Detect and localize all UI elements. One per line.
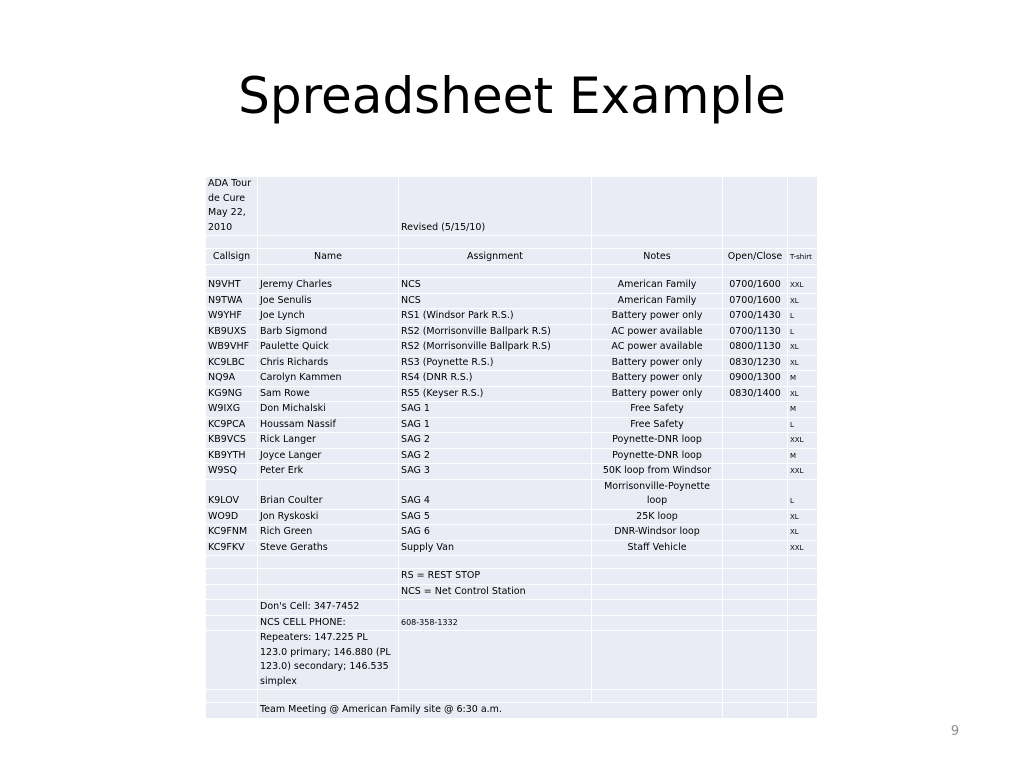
- notes-cell: Battery power only: [592, 371, 723, 387]
- callsign-cell: WO9D: [206, 509, 258, 525]
- table-row: [206, 433, 818, 449]
- spreadsheet-table: [205, 176, 818, 719]
- tshirt-cell: L: [788, 324, 818, 340]
- column-header-assignment: Assignment: [399, 249, 592, 265]
- tshirt-cell: XL: [788, 355, 818, 371]
- table-row: [206, 340, 818, 356]
- tshirt-cell: L: [788, 309, 818, 325]
- callsign-cell: NQ9A: [206, 371, 258, 387]
- notes-cell: Morrisonville-Poynette loop: [592, 479, 723, 509]
- notes-cell: 25K loop: [592, 509, 723, 525]
- open-close-cell: [723, 417, 788, 433]
- notes-cell: Battery power only: [592, 309, 723, 325]
- callsign-cell: N9VHT: [206, 278, 258, 294]
- assignment-cell: SAG 3: [399, 464, 592, 480]
- open-close-cell: 0700/1130: [723, 324, 788, 340]
- spacer-row: [206, 236, 818, 249]
- assignment-cell: SAG 1: [399, 402, 592, 418]
- notes-cell: 50K loop from Windsor: [592, 464, 723, 480]
- assignment-cell: SAG 2: [399, 433, 592, 449]
- name-cell: Carolyn Kammen: [258, 371, 399, 387]
- spacer-row: [206, 690, 818, 703]
- open-close-cell: 0700/1600: [723, 278, 788, 294]
- table-row: [206, 386, 818, 402]
- assignment-cell: RS2 (Morrisonville Ballpark R.S): [399, 340, 592, 356]
- table-row: [206, 417, 818, 433]
- notes-cell: Poynette-DNR loop: [592, 448, 723, 464]
- assignment-cell: Supply Van: [399, 540, 592, 556]
- callsign-cell: WB9VHF: [206, 340, 258, 356]
- tshirt-cell: XL: [788, 525, 818, 541]
- slide-title: Spreadsheet Example: [238, 67, 786, 125]
- notes-cell: Battery power only: [592, 355, 723, 371]
- legend-row: [206, 569, 818, 585]
- assignment-cell: RS2 (Morrisonville Ballpark R.S): [399, 324, 592, 340]
- name-cell: Brian Coulter: [258, 479, 399, 509]
- assignment-cell: RS4 (DNR R.S.): [399, 371, 592, 387]
- event-title-cell: ADA Tour de Cure May 22, 2010: [206, 177, 258, 236]
- callsign-cell: KC9FKV: [206, 540, 258, 556]
- table-row: [206, 309, 818, 325]
- notes-cell: Free Safety: [592, 417, 723, 433]
- name-cell: Rick Langer: [258, 433, 399, 449]
- table-row: [206, 479, 818, 509]
- tshirt-cell: XXL: [788, 464, 818, 480]
- open-close-cell: 0700/1430: [723, 309, 788, 325]
- ncs-phone-label: NCS CELL PHONE:: [258, 615, 399, 631]
- table-row: [206, 525, 818, 541]
- assignment-cell: NCS: [399, 293, 592, 309]
- assignment-cell: RS1 (Windsor Park R.S.): [399, 309, 592, 325]
- table-row: [206, 448, 818, 464]
- meeting-row: [206, 703, 818, 719]
- tshirt-cell: L: [788, 417, 818, 433]
- notes-cell: American Family: [592, 278, 723, 294]
- legend-row: [206, 584, 818, 600]
- name-cell: Joe Lynch: [258, 309, 399, 325]
- assignment-cell: SAG 2: [399, 448, 592, 464]
- assignment-cell: RS5 (Keyser R.S.): [399, 386, 592, 402]
- open-close-cell: [723, 479, 788, 509]
- column-header-tshirt: T-shirt: [788, 249, 818, 265]
- open-close-cell: 0700/1600: [723, 293, 788, 309]
- contact-row: [206, 615, 818, 631]
- open-close-cell: [723, 433, 788, 449]
- assignment-cell: RS3 (Poynette R.S.): [399, 355, 592, 371]
- callsign-cell: KC9FNM: [206, 525, 258, 541]
- tshirt-cell: XXL: [788, 540, 818, 556]
- table-row: [206, 509, 818, 525]
- column-header-callsign: Callsign: [206, 249, 258, 265]
- tshirt-cell: XXL: [788, 278, 818, 294]
- callsign-cell: W9IXG: [206, 402, 258, 418]
- callsign-cell: KC9LBC: [206, 355, 258, 371]
- callsign-cell: KB9VCS: [206, 433, 258, 449]
- name-cell: Steve Geraths: [258, 540, 399, 556]
- name-cell: Chris Richards: [258, 355, 399, 371]
- table-row: [206, 324, 818, 340]
- name-cell: Rich Green: [258, 525, 399, 541]
- column-header-notes: Notes: [592, 249, 723, 265]
- assignment-cell: SAG 6: [399, 525, 592, 541]
- ncs-phone-value: 608-358-1332: [399, 615, 592, 631]
- column-header-open-close: Open/Close: [723, 249, 788, 265]
- open-close-cell: [723, 464, 788, 480]
- name-cell: Joyce Langer: [258, 448, 399, 464]
- notes-cell: Battery power only: [592, 386, 723, 402]
- open-close-cell: [723, 525, 788, 541]
- callsign-cell: KB9UXS: [206, 324, 258, 340]
- name-cell: Paulette Quick: [258, 340, 399, 356]
- notes-cell: American Family: [592, 293, 723, 309]
- page-number: 9: [950, 724, 960, 739]
- open-close-cell: 0830/1230: [723, 355, 788, 371]
- open-close-cell: [723, 509, 788, 525]
- notes-cell: AC power available: [592, 340, 723, 356]
- callsign-cell: K9LOV: [206, 479, 258, 509]
- name-cell: Barb Sigmond: [258, 324, 399, 340]
- repeaters-text: Repeaters: 147.225 PL 123.0 primary; 146.880 (PL 123.0) secondary; 146.535 simplex: [258, 631, 399, 690]
- revised-date-cell: Revised (5/15/10): [399, 177, 592, 236]
- column-header-name: Name: [258, 249, 399, 265]
- name-cell: Don Michalski: [258, 402, 399, 418]
- name-cell: Sam Rowe: [258, 386, 399, 402]
- tshirt-cell: XL: [788, 509, 818, 525]
- repeaters-row: [206, 631, 818, 690]
- notes-cell: DNR-Windsor loop: [592, 525, 723, 541]
- table-row: [206, 355, 818, 371]
- name-cell: Jeremy Charles: [258, 278, 399, 294]
- notes-cell: Staff Vehicle: [592, 540, 723, 556]
- tshirt-cell: XL: [788, 293, 818, 309]
- name-cell: Jon Ryskoski: [258, 509, 399, 525]
- table-row: [206, 278, 818, 294]
- table-row: [206, 540, 818, 556]
- notes-cell: Poynette-DNR loop: [592, 433, 723, 449]
- table-row: [206, 464, 818, 480]
- open-close-cell: 0800/1130: [723, 340, 788, 356]
- column-header-row: [206, 249, 818, 265]
- team-meeting-text: Team Meeting @ American Family site @ 6:30 a.m.: [258, 703, 723, 719]
- tshirt-cell: XL: [788, 340, 818, 356]
- tshirt-cell: M: [788, 448, 818, 464]
- callsign-cell: W9YHF: [206, 309, 258, 325]
- open-close-cell: [723, 402, 788, 418]
- table-row: [206, 371, 818, 387]
- open-close-cell: [723, 540, 788, 556]
- notes-cell: AC power available: [592, 324, 723, 340]
- name-cell: Houssam Nassif: [258, 417, 399, 433]
- assignment-cell: SAG 1: [399, 417, 592, 433]
- table-row: [206, 402, 818, 418]
- notes-cell: Free Safety: [592, 402, 723, 418]
- contact-row: [206, 600, 818, 616]
- legend-net-control: NCS = Net Control Station: [399, 584, 592, 600]
- legend-rest-stop: RS = REST STOP: [399, 569, 592, 585]
- callsign-cell: KC9PCA: [206, 417, 258, 433]
- name-cell: Joe Senulis: [258, 293, 399, 309]
- tshirt-cell: XL: [788, 386, 818, 402]
- callsign-cell: KG9NG: [206, 386, 258, 402]
- name-cell: Peter Erk: [258, 464, 399, 480]
- tshirt-cell: M: [788, 371, 818, 387]
- assignment-cell: SAG 4: [399, 479, 592, 509]
- open-close-cell: 0830/1400: [723, 386, 788, 402]
- callsign-cell: N9TWA: [206, 293, 258, 309]
- open-close-cell: 0900/1300: [723, 371, 788, 387]
- tshirt-cell: XXL: [788, 433, 818, 449]
- callsign-cell: KB9YTH: [206, 448, 258, 464]
- table-row: [206, 293, 818, 309]
- tshirt-cell: L: [788, 479, 818, 509]
- spacer-row: [206, 265, 818, 278]
- dons-cell-text: Don's Cell: 347-7452: [258, 600, 399, 616]
- assignment-cell: SAG 5: [399, 509, 592, 525]
- spacer-row: [206, 556, 818, 569]
- assignment-cell: NCS: [399, 278, 592, 294]
- tshirt-cell: M: [788, 402, 818, 418]
- open-close-cell: [723, 448, 788, 464]
- callsign-cell: W9SQ: [206, 464, 258, 480]
- header-info-row: [206, 177, 818, 236]
